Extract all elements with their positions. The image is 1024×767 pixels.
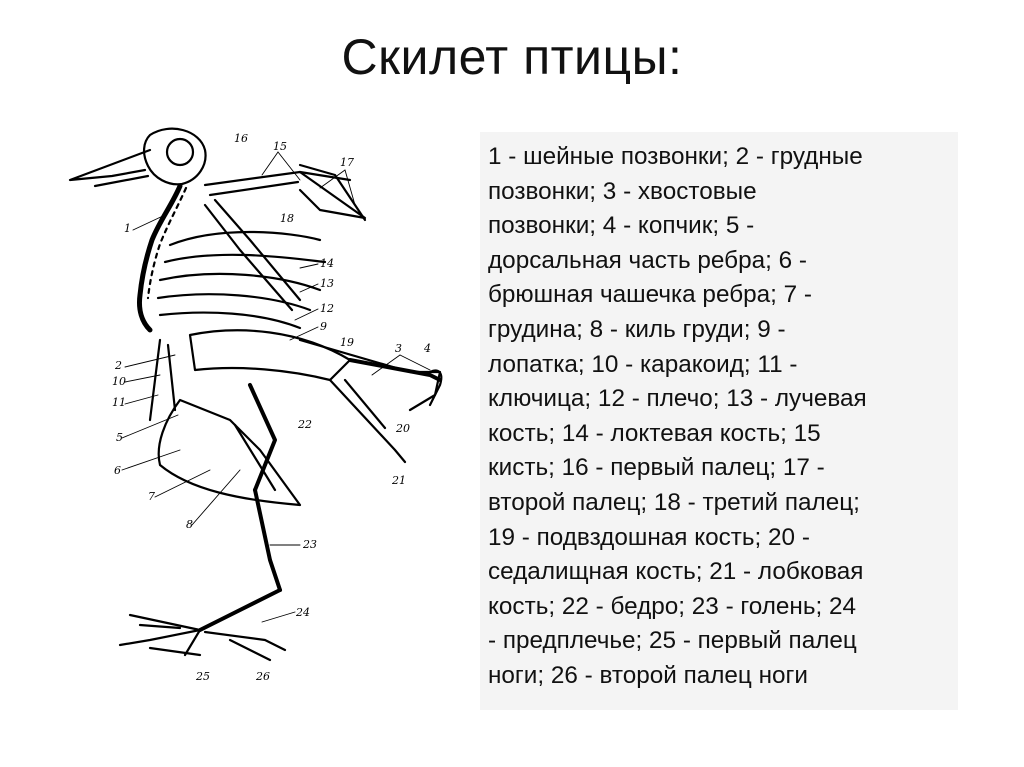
legend-line: кисть; 16 - первый палец; 17 - xyxy=(488,454,825,482)
label-2: 2 xyxy=(115,359,122,372)
legend-line: 19 - подвздошная кость; 20 - xyxy=(488,523,810,551)
label-20: 20 xyxy=(396,422,410,435)
label-22: 22 xyxy=(298,418,312,431)
legend-line: седалищная кость; 21 - лобковая xyxy=(488,558,864,586)
neck-vertebrae xyxy=(139,186,180,330)
keel xyxy=(159,400,300,505)
label-18: 18 xyxy=(280,212,294,225)
label-11: 11 xyxy=(112,396,126,409)
label-5: 5 xyxy=(116,431,123,444)
label-9: 9 xyxy=(320,320,327,333)
legend-line: второй палец; 18 - третий палец; xyxy=(488,488,860,516)
label-1: 1 xyxy=(124,222,131,235)
slide-title: Скилет птицы: xyxy=(341,29,683,85)
label-21: 21 xyxy=(392,474,406,487)
legend-line: 1 - шейные позвонки; 2 - грудные xyxy=(488,143,863,170)
label-13: 13 xyxy=(320,277,334,290)
legend-line: дорсальная часть ребра; 6 - xyxy=(488,246,807,274)
label-15: 15 xyxy=(273,140,287,153)
legend-line: позвонки; 3 - хвостовые xyxy=(488,177,757,205)
femur xyxy=(250,385,275,490)
tarsus xyxy=(200,590,280,630)
legend-line: брюшная чашечка ребра; 7 - xyxy=(488,281,812,309)
legend-line: кость; 14 - локтевая кость; 15 xyxy=(488,419,821,447)
label-3: 3 xyxy=(395,342,402,355)
legend-text xyxy=(488,140,956,694)
legend-line: ключица; 12 - плечо; 13 - лучевая xyxy=(488,385,867,413)
label-10: 10 xyxy=(112,375,126,388)
eye-orbit xyxy=(167,139,193,165)
label-7: 7 xyxy=(148,490,155,503)
tail-vertebrae xyxy=(350,360,440,380)
legend-line: позвонки; 4 - копчик; 5 - xyxy=(488,212,755,240)
label-26: 26 xyxy=(256,670,270,683)
bird-skeleton-diagram xyxy=(40,120,480,690)
label-4: 4 xyxy=(424,342,431,355)
toes xyxy=(120,615,285,655)
label-25: 25 xyxy=(196,670,210,683)
label-8: 8 xyxy=(186,518,193,531)
legend-line: ноги; 26 - второй палец ноги xyxy=(488,661,808,689)
legend-line: кость; 22 - бедро; 23 - голень; 24 xyxy=(488,592,857,620)
label-23: 23 xyxy=(303,538,317,551)
beak xyxy=(70,150,150,180)
tibia xyxy=(255,490,280,590)
pelvis xyxy=(190,330,350,380)
diagram-labels xyxy=(112,132,431,683)
label-24: 24 xyxy=(296,606,310,619)
label-12: 12 xyxy=(320,302,334,315)
label-6: 6 xyxy=(114,464,121,477)
label-16: 16 xyxy=(234,132,248,145)
label-14: 14 xyxy=(320,257,334,270)
legend-line: - предплечье; 25 - первый палец xyxy=(488,627,857,655)
legend-line: грудина; 8 - киль груди; 9 - xyxy=(488,315,786,343)
legend-line: лопатка; 10 - каракоид; 11 - xyxy=(488,350,798,378)
label-17: 17 xyxy=(340,156,354,169)
label-19: 19 xyxy=(340,336,354,349)
skull xyxy=(144,129,205,185)
